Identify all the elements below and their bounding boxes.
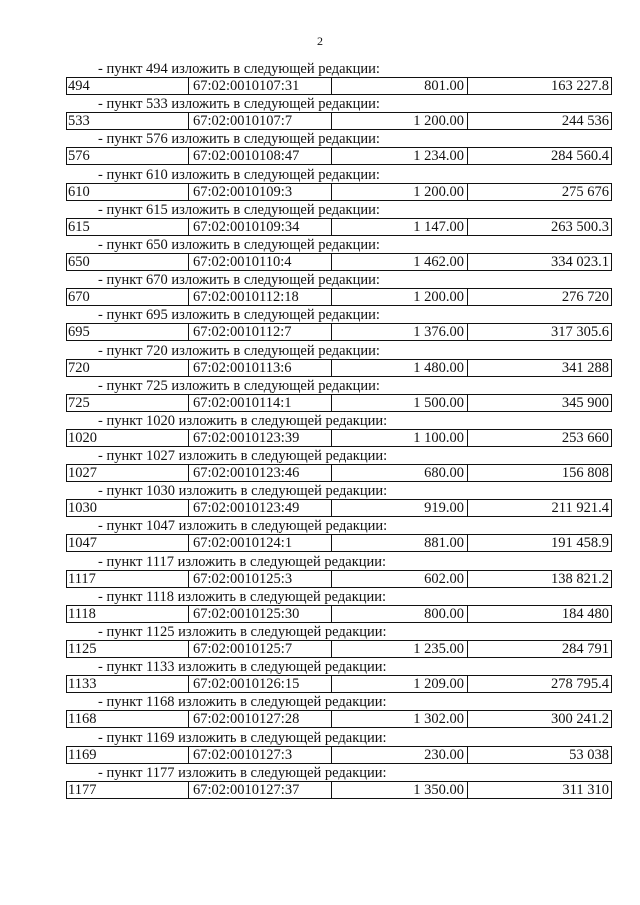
area-cell: 1 200.00 [332, 289, 468, 305]
value-cell: 184 480 [561, 605, 609, 622]
value-cell: 191 458.9 [551, 535, 609, 552]
area-cell: 1 209.00 [332, 676, 468, 692]
cadastral-number-cell: 67:02:0010125:30 [189, 606, 332, 622]
amendment-instruction: - пункт 1030 изложить в следующей редакции: [98, 483, 388, 500]
amendment-entry [0, 61, 640, 96]
value-cell: 334 023.1 [551, 253, 609, 270]
value-cell: 253 660 [561, 429, 609, 446]
table-row [66, 781, 612, 799]
table-row [66, 675, 612, 693]
cadastral-number-cell: 67:02:0010123:46 [189, 465, 332, 481]
area-cell: 801.00 [332, 78, 468, 94]
item-number-cell: 720 [67, 360, 189, 376]
amendment-entry [0, 307, 640, 342]
table-row [66, 534, 612, 552]
area-cell: 1 376.00 [332, 324, 468, 340]
amendment-entry [0, 343, 640, 378]
amendment-entry [0, 765, 640, 800]
amendment-entry [0, 518, 640, 553]
area-cell: 1 462.00 [332, 254, 468, 270]
cadastral-number-cell: 67:02:0010112:7 [189, 324, 332, 340]
value-cell: 276 720 [561, 289, 609, 306]
table-row [66, 288, 612, 306]
cadastral-number-cell: 67:02:0010108:47 [189, 148, 332, 164]
amendment-instruction: - пункт 695 изложить в следующей редакции: [98, 307, 380, 324]
area-cell: 1 235.00 [332, 641, 468, 657]
item-number-cell: 1168 [67, 711, 189, 727]
area-cell: 919.00 [332, 500, 468, 516]
value-cell: 317 305.6 [551, 324, 609, 341]
amendment-entry [0, 237, 640, 272]
amendment-instruction: - пункт 1125 изложить в следующей редакции: [98, 624, 387, 640]
amendment-instruction: - пункт 1169 изложить в следующей редакции: [98, 729, 387, 746]
table-row [66, 429, 612, 447]
item-number-cell: 695 [67, 324, 189, 340]
item-number-cell: 1027 [67, 465, 189, 481]
item-number-cell: 494 [67, 78, 189, 94]
area-cell: 1 480.00 [332, 360, 468, 376]
cadastral-number-cell: 67:02:0010109:34 [189, 219, 332, 235]
item-number-cell: 1125 [67, 641, 189, 657]
table-row [66, 77, 612, 95]
value-cell: 244 536 [561, 113, 609, 130]
value-cell: 284 791 [561, 641, 609, 657]
cadastral-number-cell: 67:02:0010110:4 [189, 254, 332, 270]
cadastral-number-cell: 67:02:0010112:18 [189, 289, 332, 305]
item-number-cell: 576 [67, 148, 189, 164]
item-number-cell: 1030 [67, 500, 189, 516]
item-number-cell: 533 [67, 113, 189, 129]
table-row [66, 570, 612, 588]
value-cell: 211 921.4 [551, 500, 609, 517]
table-row [66, 112, 612, 130]
amendment-entry [0, 413, 640, 448]
amendment-entry [0, 694, 640, 729]
area-cell: 1 200.00 [332, 113, 468, 129]
item-number-cell: 670 [67, 289, 189, 305]
area-cell: 1 500.00 [332, 395, 468, 411]
item-number-cell: 725 [67, 395, 189, 411]
amendment-instruction: - пункт 1027 изложить в следующей редакции: [98, 448, 388, 465]
amendment-entry [0, 96, 640, 131]
cadastral-number-cell: 67:02:0010124:1 [189, 535, 332, 551]
amendment-entry [0, 483, 640, 518]
value-cell: 263 500.3 [551, 218, 609, 235]
value-cell: 163 227.8 [551, 78, 609, 94]
table-row [66, 359, 612, 377]
table-row [66, 183, 612, 201]
item-number-cell: 650 [67, 254, 189, 270]
cadastral-number-cell: 67:02:0010125:3 [189, 571, 332, 587]
table-row [66, 323, 612, 341]
amendment-instruction: - пункт 610 изложить в следующей редакции: [98, 166, 380, 183]
page-number: 2 [317, 34, 323, 48]
amendment-instruction: - пункт 1117 изложить в следующей редакции: [98, 553, 387, 570]
value-cell: 300 241.2 [551, 711, 609, 728]
table-row [66, 640, 612, 658]
cadastral-number-cell: 67:02:0010113:6 [189, 360, 332, 376]
table-row [66, 253, 612, 271]
item-number-cell: 1118 [67, 606, 189, 622]
amendment-instruction: - пункт 1177 изложить в следующей редакции: [98, 764, 387, 781]
area-cell: 800.00 [332, 606, 468, 622]
table-row [66, 394, 612, 412]
cadastral-number-cell: 67:02:0010107:31 [189, 78, 332, 94]
cadastral-number-cell: 67:02:0010114:1 [189, 395, 332, 411]
amendment-entry [0, 730, 640, 765]
amendment-entry [0, 589, 640, 624]
amendment-instruction: - пункт 670 изложить в следующей редакции: [98, 272, 380, 289]
amendment-entry [0, 167, 640, 202]
amendment-entry [0, 202, 640, 237]
cadastral-number-cell: 67:02:0010123:39 [189, 430, 332, 446]
amendment-instruction: - пункт 1020 изложить в следующей редакции: [98, 412, 388, 429]
area-cell: 230.00 [332, 747, 468, 763]
amendment-instruction: - пункт 725 изложить в следующей редакции: [98, 377, 380, 394]
area-cell: 1 147.00 [332, 219, 468, 235]
table-row [66, 218, 612, 236]
value-cell: 156 808 [561, 465, 609, 482]
cadastral-number-cell: 67:02:0010127:3 [189, 747, 332, 763]
table-row [66, 605, 612, 623]
cadastral-number-cell: 67:02:0010107:7 [189, 113, 332, 129]
table-row [66, 746, 612, 764]
cadastral-number-cell: 67:02:0010109:3 [189, 184, 332, 200]
item-number-cell: 615 [67, 219, 189, 235]
table-row [66, 710, 612, 728]
amendment-list [0, 61, 640, 800]
area-cell: 1 234.00 [332, 148, 468, 164]
area-cell: 1 100.00 [332, 430, 468, 446]
value-cell: 278 795.4 [551, 676, 609, 693]
value-cell: 275 676 [561, 183, 609, 200]
amendment-instruction: - пункт 1133 изложить в следующей редакции: [98, 659, 387, 676]
value-cell: 341 288 [561, 359, 609, 376]
amendment-instruction: - пункт 1168 изложить в следующей редакции: [98, 694, 387, 711]
amendment-entry [0, 659, 640, 694]
value-cell: 138 821.2 [551, 570, 609, 587]
amendment-entry [0, 131, 640, 166]
cadastral-number-cell: 67:02:0010127:28 [189, 711, 332, 727]
amendment-entry [0, 272, 640, 307]
table-row [66, 464, 612, 482]
item-number-cell: 1133 [67, 676, 189, 692]
amendment-instruction: - пункт 533 изложить в следующей редакции: [98, 96, 380, 113]
amendment-instruction: - пункт 1118 изложить в следующей редакции: [98, 588, 387, 605]
amendment-entry [0, 554, 640, 589]
cadastral-number-cell: 67:02:0010123:49 [189, 500, 332, 516]
amendment-instruction: - пункт 494 изложить в следующей редакции: [98, 61, 380, 77]
amendment-entry [0, 448, 640, 483]
value-cell: 345 900 [561, 394, 609, 411]
item-number-cell: 1047 [67, 535, 189, 551]
cadastral-number-cell: 67:02:0010127:37 [189, 782, 332, 798]
item-number-cell: 1020 [67, 430, 189, 446]
amendment-instruction: - пункт 576 изложить в следующей редакции: [98, 131, 380, 148]
amendment-instruction: - пункт 615 изложить в следующей редакции: [98, 201, 380, 218]
item-number-cell: 1117 [67, 571, 189, 587]
table-row [66, 147, 612, 165]
area-cell: 1 350.00 [332, 782, 468, 798]
amendment-instruction: - пункт 720 изложить в следующей редакции: [98, 342, 380, 359]
area-cell: 1 302.00 [332, 711, 468, 727]
item-number-cell: 1169 [67, 747, 189, 763]
amendment-instruction: - пункт 1047 изложить в следующей редакции: [98, 518, 388, 535]
item-number-cell: 1177 [67, 782, 189, 798]
amendment-instruction: - пункт 650 изложить в следующей редакции: [98, 236, 380, 253]
value-cell: 284 560.4 [551, 148, 609, 165]
value-cell: 311 310 [562, 781, 609, 798]
area-cell: 680.00 [332, 465, 468, 481]
area-cell: 881.00 [332, 535, 468, 551]
area-cell: 602.00 [332, 571, 468, 587]
value-cell: 53 038 [569, 746, 609, 763]
cadastral-number-cell: 67:02:0010126:15 [189, 676, 332, 692]
amendment-entry [0, 378, 640, 413]
item-number-cell: 610 [67, 184, 189, 200]
amendment-entry [0, 624, 640, 659]
table-row [66, 499, 612, 517]
cadastral-number-cell: 67:02:0010125:7 [189, 641, 332, 657]
area-cell: 1 200.00 [332, 184, 468, 200]
